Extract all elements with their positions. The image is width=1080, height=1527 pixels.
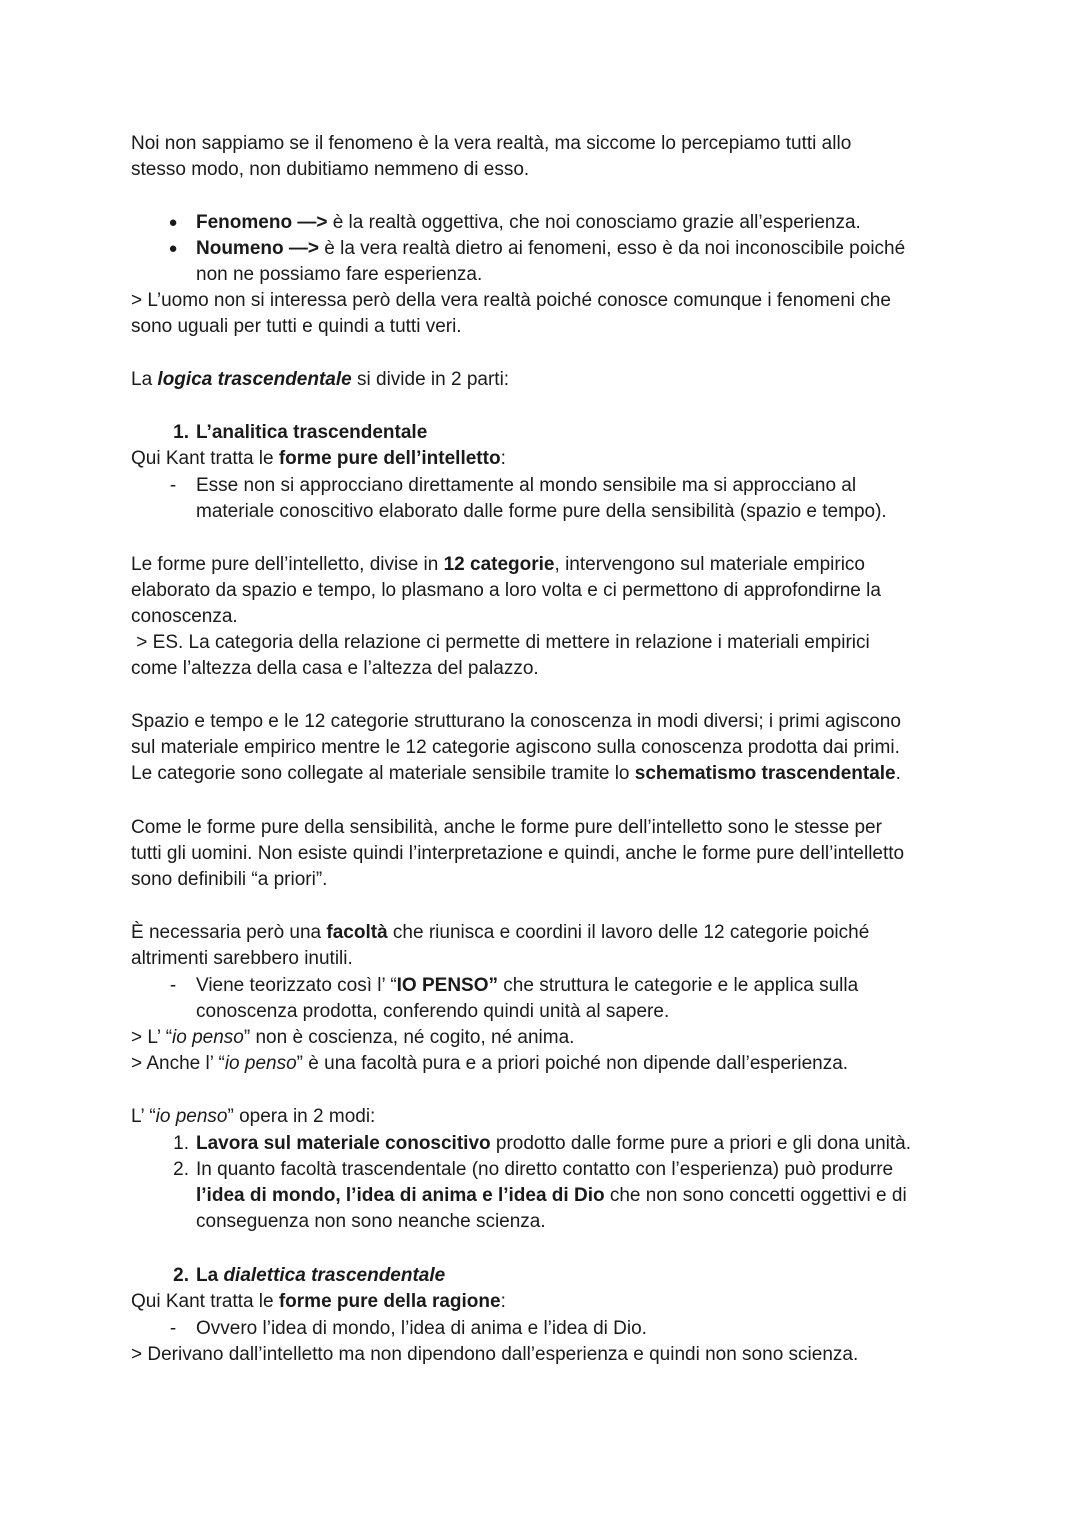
dash-marker: - [169,975,177,996]
intro-line: Noi non sappiamo se il fenomeno è la vera realtà, ma siccome lo percepiamo tutti allo [131,133,852,154]
section-heading-analitica: L’analitica trascendentale [196,422,428,443]
list-number: 2. [173,1159,189,1180]
paragraph-line: sul materiale empirico mentre le 12 categorie agiscono sulla conoscenza prodotta dai primi. [131,737,900,758]
bullet-icon: ● [168,214,178,231]
section-lead: L’ “io penso” opera in 2 modi: [131,1106,376,1127]
note-line: sono uguali per tutti e quindi a tutti veri. [131,316,462,337]
paragraph-line: Le forme pure dell’intelletto, divise in 12 categorie, intervengono sul materiale empirico [131,554,866,575]
paragraph-line: sono definibili “a priori”. [131,869,328,890]
example-line: come l’altezza della casa e l’altezza del palazzo. [131,658,539,679]
dash-marker: - [169,1318,177,1339]
paragraph-line: tutti gli uomini. Non esiste quindi l’interpretazione e quindi, anche le forme pure dell’intelletto [131,843,905,864]
note-line: > L’ “io penso” non è coscienza, né cogito, né anima. [131,1027,575,1048]
bullet-item-fenomeno: Fenomeno —> è la realtà oggettiva, che noi conosciamo grazie all’esperienza. [196,212,861,233]
numbered-item-continuation: l’idea di mondo, l’idea di anima e l’idea di Dio che non sono concetti oggettivi e di [196,1185,907,1206]
section-number: 2. [173,1265,189,1286]
paragraph-line: Le categorie sono collegate al materiale sensibile tramite lo schematismo trascendentale. [131,763,901,784]
dash-item: Viene teorizzato così l’ “IO PENSO” che struttura le categorie e le applica sulla [196,975,859,996]
numbered-item-continuation: conseguenza non sono neanche scienza. [196,1211,546,1232]
paragraph-line: conoscenza. [131,606,238,627]
section-lead: Qui Kant tratta le forme pure dell’intelletto: [131,448,506,469]
paragraph-line: elaborato da spazio e tempo, lo plasmano a loro volta e ci permettono di approfondirne la [131,580,881,601]
paragraph-line: altrimenti sarebbero inutili. [131,948,353,969]
paragraph-line: Come le forme pure della sensibilità, anche le forme pure dell’intelletto sono le stesse per [131,817,882,838]
bullet-item-noumeno: Noumeno —> è la vera realtà dietro ai fenomeni, esso è da noi inconoscibile poiché [196,238,906,259]
dash-item-continuation: conoscenza prodotta, conferendo quindi unità al sapere. [196,1001,670,1022]
section-heading-dialettica: La dialettica trascendentale [196,1265,446,1286]
example-line: > ES. La categoria della relazione ci permette di mettere in relazione i materiali empirici [131,632,870,653]
dash-item-continuation: materiale conoscitivo elaborato dalle forme pure della sensibilità (spazio e tempo). [196,501,887,522]
dash-item: Ovvero l’idea di mondo, l’idea di anima e l’idea di Dio. [196,1318,647,1339]
list-number: 1. [173,1133,189,1154]
note-line: > Anche l’ “io penso” è una facoltà pura e a priori poiché non dipende dall’esperienza. [131,1053,849,1074]
dash-item: Esse non si approcciano direttamente al mondo sensibile ma si approcciano al [196,475,857,496]
bullet-item-continuation: non ne possiamo fare esperienza. [196,264,483,285]
numbered-item: In quanto facoltà trascendentale (no diretto contatto con l’esperienza) può produrre [196,1159,894,1180]
numbered-item: Lavora sul materiale conoscitivo prodotto dalle forme pure a priori e gli dona unità. [196,1133,911,1154]
note-line: > L’uomo non si interessa però della vera realtà poiché conosce comunque i fenomeni che [131,290,891,311]
intro-line: stesso modo, non dubitiamo nemmeno di esso. [131,159,530,180]
section-number: 1. [173,422,189,443]
note-line: > Derivano dall’intelletto ma non dipendono dall’esperienza e quindi non sono scienza. [131,1344,859,1365]
dash-marker: - [169,475,177,496]
section-lead: Qui Kant tratta le forme pure della ragione: [131,1291,506,1312]
paragraph-line: È necessaria però una facoltà che riunisca e coordini il lavoro delle 12 categorie poiché [131,922,870,943]
bullet-icon: ● [168,240,178,257]
logica-paragraph: La logica trascendentale si divide in 2 parti: [131,369,510,390]
paragraph-line: Spazio e tempo e le 12 categorie strutturano la conoscenza in modi diversi; i primi agiscono [131,711,901,732]
